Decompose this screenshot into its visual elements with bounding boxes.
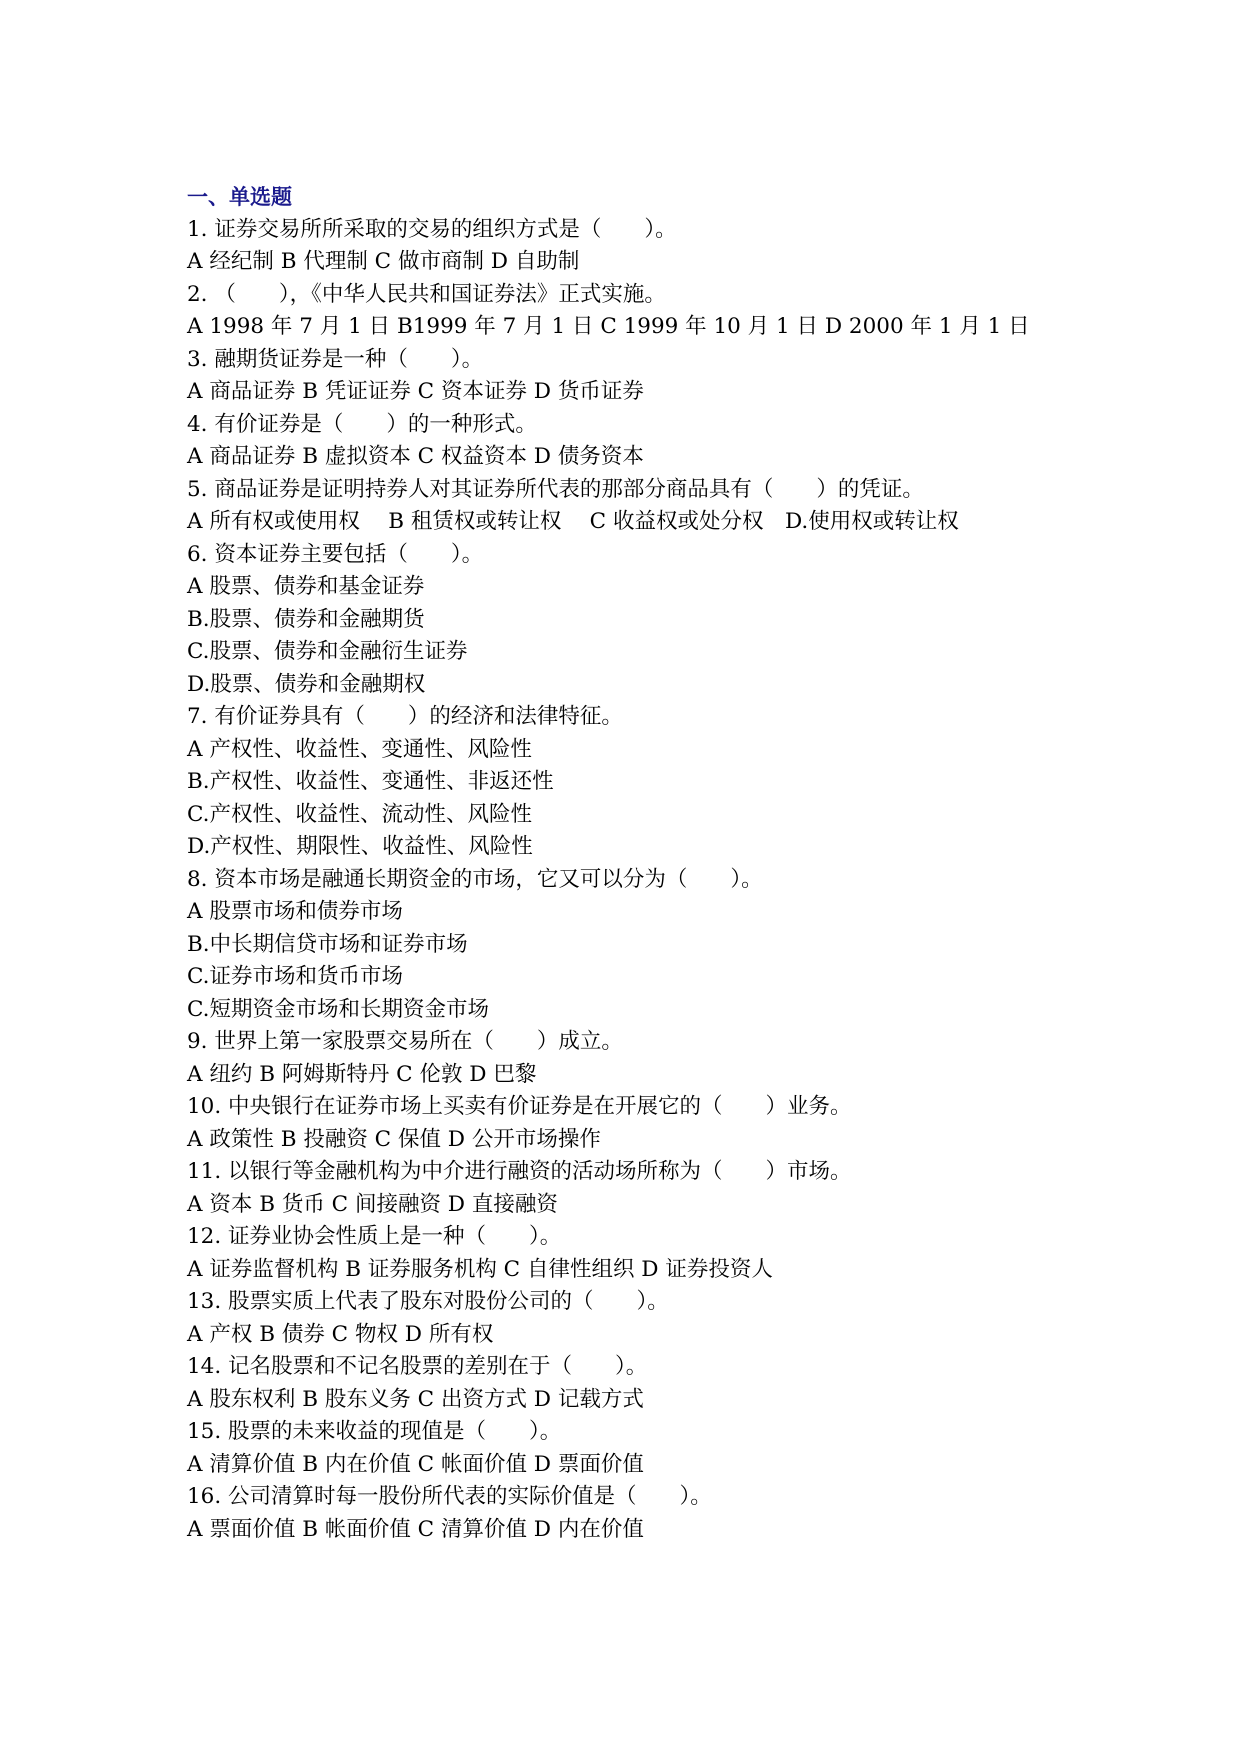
answer-options: A 1998 年 7 月 1 日 B1999 年 7 月 1 日 C 1999 年 10 月 1 日 D 2000 年 1 月 1 日: [187, 314, 1030, 339]
answer-options: D.产权性、期限性、收益性、风险性: [187, 834, 533, 859]
question-text: 6. 资本证券主要包括（ ）。: [187, 541, 484, 567]
question-text: 1. 证券交易所所采取的交易的组织方式是（ ）。: [187, 216, 677, 242]
answer-options: C.产权性、收益性、流动性、风险性: [187, 801, 533, 827]
question-text: 4. 有价证券是（ ）的一种形式。: [187, 411, 537, 437]
answer-options: C.股票、债券和金融衍生证券: [187, 639, 468, 664]
answer-options: A 商品证券 B 虚拟资本 C 权益资本 D 债务资本: [187, 444, 644, 469]
answer-options: C.短期资金市场和长期资金市场: [187, 996, 490, 1022]
document-page: [187, 181, 1067, 1546]
answer-options: A 证券监督机构 B 证券服务机构 C 自律性组织 D 证券投资人: [187, 1256, 773, 1282]
answer-options: A 产权性、收益性、变通性、风险性: [187, 736, 532, 762]
answer-options: A 票面价值 B 帐面价值 C 清算价值 D 内在价值: [187, 1516, 644, 1542]
answer-options: A 股东权利 B 股东义务 C 出资方式 D 记载方式: [187, 1386, 644, 1412]
question-text: 10. 中央银行在证券市场上买卖有价证券是在开展它的（ ）业务。: [187, 1094, 852, 1119]
answer-options: A 清算价值 B 内在价值 C 帐面价值 D 票面价值: [187, 1451, 644, 1477]
answer-options: B.中长期信贷市场和证券市场: [187, 931, 468, 957]
question-text: 9. 世界上第一家股票交易所在（ ）成立。: [187, 1029, 623, 1054]
section-title: 一、单选题: [187, 185, 292, 209]
question-text: 14. 记名股票和不记名股票的差别在于（ ）。: [187, 1354, 648, 1379]
question-text: 5. 商品证券是证明持券人对其证券所代表的那部分商品具有（ ）的凭证。: [187, 476, 924, 502]
answer-options: A 经纪制 B 代理制 C 做市商制 D 自助制: [187, 249, 580, 274]
question-text: 13. 股票实质上代表了股东对股份公司的（ ）。: [187, 1289, 669, 1314]
question-text: 16. 公司清算时每一股份所代表的实际价值是（ ）。: [187, 1484, 712, 1509]
question-text: 7. 有价证券具有（ ）的经济和法律特征。: [187, 704, 623, 729]
question-text: 2. （ ），《中华人民共和国证券法》正式实施。: [187, 281, 666, 307]
answer-options: A 产权 B 债券 C 物权 D 所有权: [187, 1321, 494, 1347]
answer-options: D.股票、债券和金融期权: [187, 671, 426, 697]
answer-options: A 股票市场和债券市场: [187, 899, 403, 924]
answer-options: A 资本 B 货币 C 间接融资 D 直接融资: [187, 1191, 558, 1217]
question-text: 8. 资本市场是融通长期资金的市场，它又可以分为（ ）。: [187, 866, 763, 892]
answer-options: A 商品证券 B 凭证证券 C 资本证券 D 货币证券: [187, 379, 644, 404]
answer-options: B.产权性、收益性、变通性、非返还性: [187, 769, 554, 794]
question-text: 12. 证券业协会性质上是一种（ ）。: [187, 1224, 562, 1249]
question-list: [187, 214, 1067, 1547]
answer-options: A 股票、债券和基金证券: [187, 574, 425, 599]
answer-options: A 政策性 B 投融资 C 保值 D 公开市场操作: [187, 1126, 601, 1152]
answer-options: A 所有权或使用权 B 租赁权或转让权 C 收益权或处分权 D.使用权或转让权: [187, 509, 959, 534]
answer-options: A 纽约 B 阿姆斯特丹 C 伦敦 D 巴黎: [187, 1061, 537, 1087]
answer-options: B.股票、债券和金融期货: [187, 606, 425, 632]
answer-options: C.证券市场和货币市场: [187, 964, 404, 989]
question-text: 15. 股票的未来收益的现值是（ ）。: [187, 1419, 562, 1444]
question-text: 11. 以银行等金融机构为中介进行融资的活动场所称为（ ）市场。: [187, 1159, 852, 1184]
question-text: 3. 融期货证券是一种（ ）。: [187, 346, 484, 372]
